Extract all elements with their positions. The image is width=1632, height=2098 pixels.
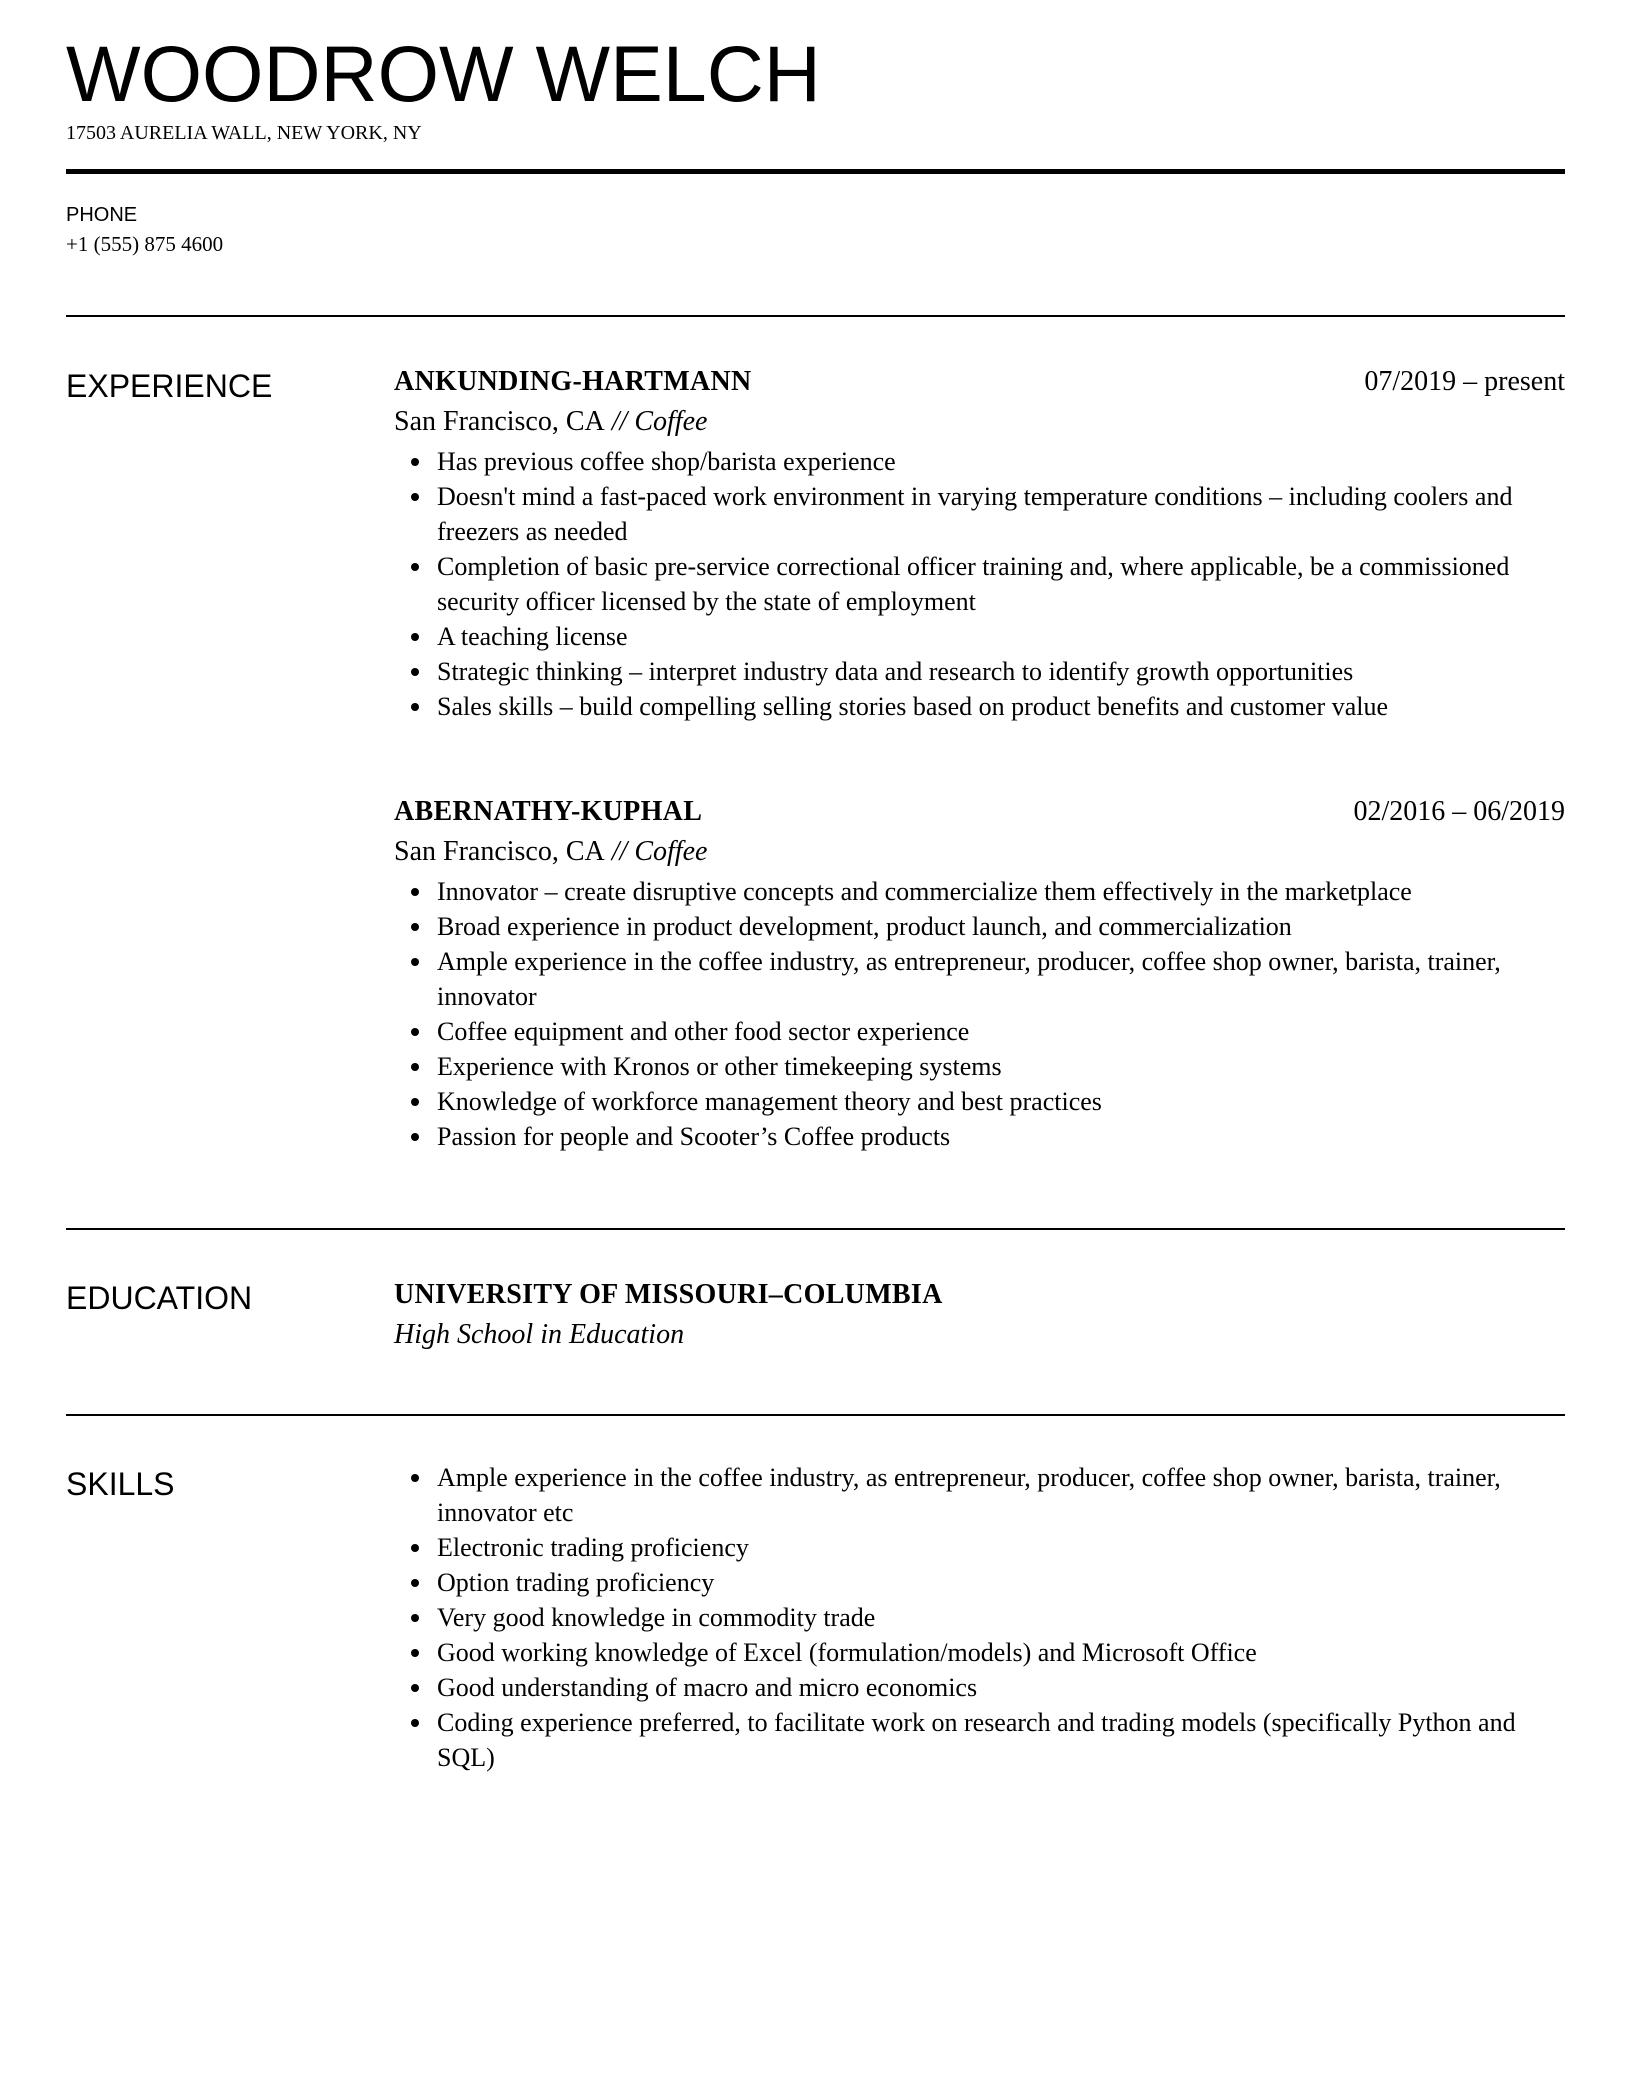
list-item [394, 1049, 1565, 1084]
list-item-text: Ample experience in the coffee industry, as entrepreneur, producer, coffee shop owner, barista, trainer, innovator etc [437, 1463, 1501, 1527]
list-item [394, 944, 1565, 1014]
bullet-icon [411, 493, 419, 501]
education-section [394, 1275, 1565, 1355]
bullet-icon [411, 633, 419, 641]
bullet-icon [411, 1098, 419, 1106]
company-name: ANKUNDING-HARTMANN [394, 366, 752, 397]
list-item-text: Very good knowledge in commodity trade [437, 1603, 876, 1632]
bullet-icon [411, 1614, 419, 1622]
list-item-text: A teaching license [437, 622, 628, 651]
bullet-icon [411, 1719, 419, 1727]
education-heading: EDUCATION [66, 1280, 253, 1316]
school-name: UNIVERSITY OF MISSOURI–COLUMBIA [394, 1279, 943, 1310]
bullet-icon [411, 703, 419, 711]
list-item-text: Good working knowledge of Excel (formulation/models) and Microsoft Office [437, 1638, 1257, 1667]
bullet-icon [411, 888, 419, 896]
address: 17503 AURELIA WALL, NEW YORK, NY [66, 122, 422, 144]
list-item [394, 1635, 1565, 1670]
list-item [394, 1670, 1565, 1705]
bullet-icon [411, 1544, 419, 1552]
header-divider [66, 169, 1565, 174]
bullet-icon [411, 1649, 419, 1657]
list-item-text: Strategic thinking – interpret industry data and research to identify growth opportunities [437, 657, 1354, 686]
phone-label: PHONE [66, 204, 138, 226]
list-item [394, 1705, 1565, 1775]
job-header [394, 792, 1565, 832]
list-item [394, 1600, 1565, 1635]
list-item [394, 1530, 1565, 1565]
list-item-text: Innovator – create disruptive concepts and commercialize them effectively in the marketplace [437, 877, 1412, 906]
list-item [394, 619, 1565, 654]
experience-divider [66, 1228, 1565, 1230]
list-item-text: Passion for people and Scooter’s Coffee products [437, 1122, 951, 1151]
job-field: Coffee [634, 406, 708, 437]
bullet-icon [411, 458, 419, 466]
list-item-text: Knowledge of workforce management theory and best practices [437, 1087, 1102, 1116]
bullet-icon [411, 1133, 419, 1141]
bullet-icon [411, 1063, 419, 1071]
contact-divider [66, 315, 1565, 317]
job-dates: 07/2019 – present [1364, 366, 1565, 397]
list-item [394, 874, 1565, 909]
list-item [394, 1084, 1565, 1119]
location-city: San Francisco, CA [394, 836, 605, 867]
job-dates: 02/2016 – 06/2019 [1353, 796, 1565, 827]
job-bullets [394, 444, 1565, 724]
company-name: ABERNATHY-KUPHAL [394, 796, 703, 827]
bullet-icon [411, 563, 419, 571]
list-item-text: Completion of basic pre-service correctional officer training and, where applicable, be a commissioned security officer licensed by the state of employment [437, 552, 1510, 616]
degree: High School in Education [394, 1319, 685, 1350]
experience-heading: EXPERIENCE [66, 368, 273, 404]
job-entry [394, 362, 1565, 724]
bullet-icon [411, 1579, 419, 1587]
list-item [394, 654, 1565, 689]
list-item [394, 1565, 1565, 1600]
list-item [394, 479, 1565, 549]
list-item [394, 1460, 1565, 1530]
skills-list [394, 1460, 1565, 1775]
list-item [394, 444, 1565, 479]
job-location [394, 832, 1565, 872]
phone-value: +1 (555) 875 4600 [66, 232, 224, 256]
list-item [394, 1014, 1565, 1049]
bullet-icon [411, 1474, 419, 1482]
job-bullets [394, 874, 1565, 1154]
list-item-text: Sales skills – build compelling selling stories based on product benefits and customer value [437, 692, 1388, 721]
list-item-text: Has previous coffee shop/barista experience [437, 447, 896, 476]
job-header [394, 362, 1565, 402]
education-divider [66, 1414, 1565, 1416]
list-item-text: Option trading proficiency [437, 1568, 715, 1597]
location-separator: // [604, 836, 635, 867]
job-field: Coffee [634, 836, 708, 867]
job-entry [394, 792, 1565, 1154]
location-city: San Francisco, CA [394, 406, 605, 437]
location-separator: // [604, 406, 635, 437]
list-item [394, 909, 1565, 944]
list-item [394, 549, 1565, 619]
list-item [394, 1119, 1565, 1154]
bullet-icon [411, 1028, 419, 1036]
list-item [394, 689, 1565, 724]
bullet-icon [411, 958, 419, 966]
candidate-name: WOODROW WELCH [66, 29, 821, 118]
list-item-text: Coding experience preferred, to facilitate work on research and trading models (specifically Python and SQL) [437, 1708, 1516, 1772]
list-item-text: Electronic trading proficiency [437, 1533, 749, 1562]
job-location [394, 402, 1565, 442]
list-item-text: Broad experience in product development, product launch, and commercialization [437, 912, 1292, 941]
list-item-text: Good understanding of macro and micro economics [437, 1673, 978, 1702]
list-item-text: Ample experience in the coffee industry, as entrepreneur, producer, coffee shop owner, barista, trainer, innovator [437, 947, 1501, 1011]
list-item-text: Doesn't mind a fast-paced work environment in varying temperature conditions – including coolers and freezers as needed [437, 482, 1513, 546]
bullet-icon [411, 923, 419, 931]
skills-section [394, 1460, 1565, 1775]
bullet-icon [411, 1684, 419, 1692]
list-item-text: Experience with Kronos or other timekeeping systems [437, 1052, 1002, 1081]
bullet-icon [411, 668, 419, 676]
list-item-text: Coffee equipment and other food sector experience [437, 1017, 970, 1046]
skills-heading: SKILLS [66, 1466, 175, 1502]
